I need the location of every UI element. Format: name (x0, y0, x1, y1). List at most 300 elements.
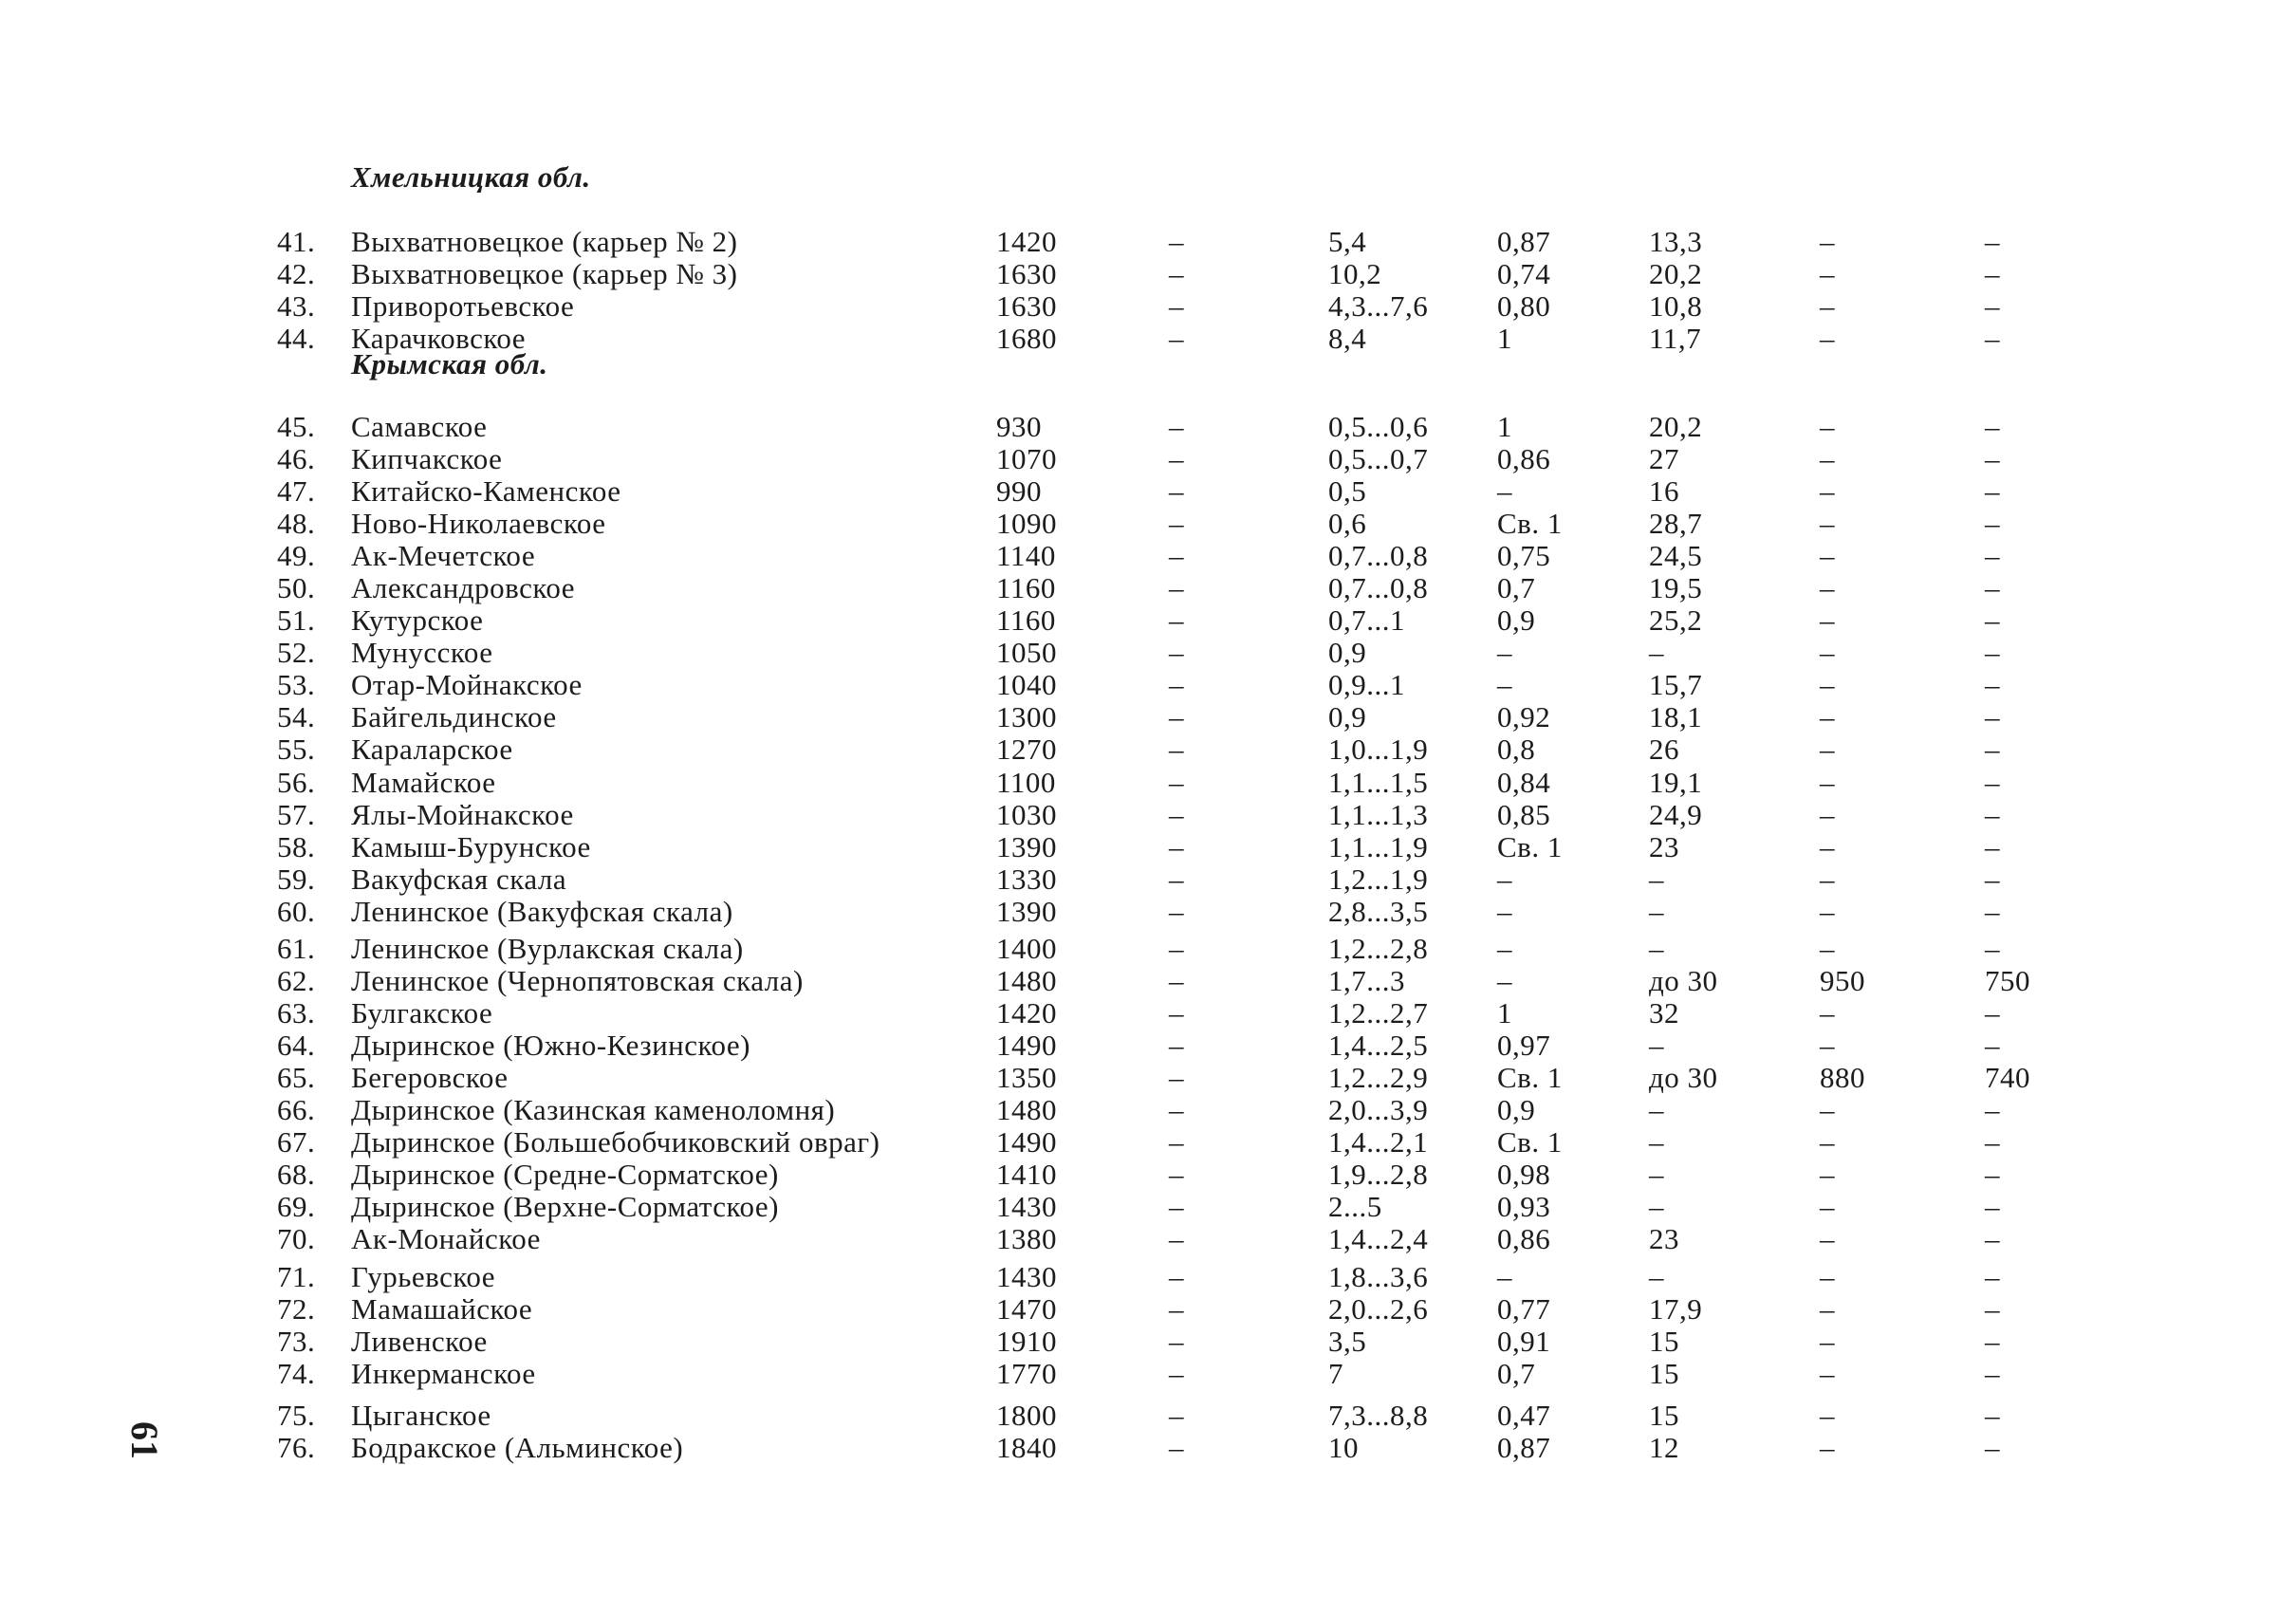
cell-c5: – (1820, 322, 1835, 355)
cell-c5: 880 (1820, 1061, 1865, 1094)
cell-num: 54. (277, 700, 316, 733)
cell-num: 75. (277, 1399, 316, 1432)
cell-c4: – (1649, 1093, 1664, 1126)
cell-c1: – (1169, 863, 1184, 896)
cell-c6: – (1985, 1190, 2000, 1223)
cell-c1: – (1169, 1431, 1184, 1464)
cell-c5: – (1820, 474, 1835, 508)
cell-name: Дыринское (Верхне-Сорматское) (351, 1190, 779, 1223)
cell-val: 1330 (996, 863, 1057, 896)
cell-c1: – (1169, 474, 1184, 508)
cell-c5: – (1820, 1431, 1835, 1464)
table-row (0, 1191, 2296, 1223)
cell-c1: – (1169, 932, 1184, 965)
cell-val: 1380 (996, 1222, 1057, 1255)
cell-c3: 0,84 (1497, 766, 1551, 799)
cell-c4: до 30 (1649, 964, 1718, 997)
cell-c3: Св. 1 (1497, 507, 1563, 540)
cell-c4: 11,7 (1649, 322, 1702, 355)
cell-c3: – (1497, 1260, 1512, 1293)
cell-num: 62. (277, 964, 316, 997)
cell-c2: 1,7...3 (1328, 964, 1405, 997)
cell-num: 44. (277, 322, 316, 355)
cell-val: 1630 (996, 289, 1057, 323)
cell-name: Выхватновецкое (карьер № 3) (351, 257, 738, 290)
cell-c3: 0,85 (1497, 798, 1551, 831)
cell-c3: 0,8 (1497, 733, 1536, 766)
table-row (0, 1358, 2296, 1390)
cell-num: 63. (277, 996, 316, 1030)
cell-num: 67. (277, 1125, 316, 1159)
cell-c1: – (1169, 1325, 1184, 1358)
cell-c3: 1 (1497, 322, 1512, 355)
cell-c6: – (1985, 1399, 2000, 1432)
cell-c1: – (1169, 668, 1184, 701)
cell-num: 47. (277, 474, 316, 508)
cell-val: 990 (996, 474, 1042, 508)
cell-c4: – (1649, 636, 1664, 669)
table-row (0, 411, 2296, 443)
cell-c5: – (1820, 1399, 1835, 1432)
cell-c4: 27 (1649, 442, 1679, 475)
cell-c6: – (1985, 1222, 2000, 1255)
page-number: 61 (123, 1421, 166, 1459)
cell-val: 1420 (996, 225, 1057, 258)
cell-c5: – (1820, 1093, 1835, 1126)
table-row (0, 831, 2296, 863)
cell-val: 1350 (996, 1061, 1057, 1094)
cell-name: Выхватновецкое (карьер № 2) (351, 225, 738, 258)
cell-c1: – (1169, 996, 1184, 1030)
cell-c6: – (1985, 1093, 2000, 1126)
cell-c5: – (1820, 1190, 1835, 1223)
cell-c3: 0,9 (1497, 1093, 1536, 1126)
cell-c5: – (1820, 830, 1835, 863)
cell-c4: 15 (1649, 1399, 1679, 1432)
cell-c5: – (1820, 571, 1835, 604)
cell-val: 1410 (996, 1158, 1057, 1191)
cell-c1: – (1169, 1357, 1184, 1390)
cell-c3: – (1497, 895, 1512, 928)
table-row (0, 637, 2296, 669)
cell-val: 1680 (996, 322, 1057, 355)
cell-num: 69. (277, 1190, 316, 1223)
cell-c5: – (1820, 895, 1835, 928)
cell-c5: – (1820, 289, 1835, 323)
cell-num: 52. (277, 636, 316, 669)
cell-c6: – (1985, 1029, 2000, 1062)
cell-c1: – (1169, 766, 1184, 799)
cell-num: 41. (277, 225, 316, 258)
cell-val: 1430 (996, 1260, 1057, 1293)
cell-name: Александровское (351, 571, 576, 604)
cell-c2: 1,2...2,8 (1328, 932, 1429, 965)
cell-c2: 1,2...2,7 (1328, 996, 1429, 1030)
cell-num: 46. (277, 442, 316, 475)
cell-name: Караларское (351, 733, 513, 766)
cell-c4: – (1649, 1029, 1664, 1062)
cell-c1: – (1169, 700, 1184, 733)
cell-name: Булгакское (351, 996, 493, 1030)
cell-c5: – (1820, 1125, 1835, 1159)
cell-name: Камыш-Бурунское (351, 830, 591, 863)
cell-c2: 10,2 (1328, 257, 1382, 290)
cell-c2: 1,1...1,3 (1328, 798, 1429, 831)
cell-c1: – (1169, 964, 1184, 997)
cell-num: 55. (277, 733, 316, 766)
cell-c2: 1,2...2,9 (1328, 1061, 1429, 1094)
cell-c5: – (1820, 668, 1835, 701)
cell-c4: 13,3 (1649, 225, 1703, 258)
cell-c2: 0,5 (1328, 474, 1367, 508)
cell-c3: 0,91 (1497, 1325, 1551, 1358)
cell-c2: 0,6 (1328, 507, 1367, 540)
cell-val: 1910 (996, 1325, 1057, 1358)
cell-name: Мамайское (351, 766, 496, 799)
table-row (0, 540, 2296, 572)
cell-c4: 19,5 (1649, 571, 1703, 604)
cell-c2: 8,4 (1328, 322, 1367, 355)
cell-name: Ленинское (Вурлакская скала) (351, 932, 744, 965)
cell-name: Карачковское (351, 322, 526, 355)
cell-name: Бодракское (Альминское) (351, 1431, 684, 1464)
table-row (0, 475, 2296, 508)
cell-c1: – (1169, 225, 1184, 258)
cell-c2: 1,0...1,9 (1328, 733, 1429, 766)
cell-c1: – (1169, 507, 1184, 540)
cell-num: 76. (277, 1431, 316, 1464)
cell-name: Отар-Мойнакское (351, 668, 583, 701)
cell-c4: 15 (1649, 1325, 1679, 1358)
cell-val: 1160 (996, 571, 1056, 604)
cell-val: 1040 (996, 668, 1057, 701)
cell-name: Вакуфская скала (351, 863, 567, 896)
cell-val: 1480 (996, 964, 1057, 997)
cell-c6: – (1985, 1125, 2000, 1159)
cell-val: 1490 (996, 1029, 1057, 1062)
cell-c5: – (1820, 798, 1835, 831)
cell-num: 65. (277, 1061, 316, 1094)
cell-c4: – (1649, 1260, 1664, 1293)
section-title: Крымская обл. (351, 347, 548, 380)
cell-name: Бегеровское (351, 1061, 509, 1094)
cell-c5: – (1820, 257, 1835, 290)
cell-c2: 5,4 (1328, 225, 1367, 258)
cell-c2: 3,5 (1328, 1325, 1367, 1358)
table-row (0, 1293, 2296, 1326)
table-row (0, 226, 2296, 258)
table-row (0, 508, 2296, 540)
cell-c5: – (1820, 766, 1835, 799)
cell-c5: – (1820, 507, 1835, 540)
cell-val: 930 (996, 410, 1042, 443)
cell-c1: – (1169, 1061, 1184, 1094)
cell-name: Инкерманское (351, 1357, 536, 1390)
table-row (0, 733, 2296, 766)
cell-val: 1430 (996, 1190, 1057, 1223)
cell-name: Дыринское (Казинская каменоломня) (351, 1093, 836, 1126)
cell-c4: 15 (1649, 1357, 1679, 1390)
table-row (0, 933, 2296, 965)
table-row (0, 1400, 2296, 1432)
cell-c6: – (1985, 474, 2000, 508)
cell-c3: 0,77 (1497, 1292, 1551, 1326)
cell-c2: 2,8...3,5 (1328, 895, 1429, 928)
cell-c4: 10,8 (1649, 289, 1703, 323)
cell-c6: – (1985, 1325, 2000, 1358)
cell-c5: – (1820, 1292, 1835, 1326)
cell-c5: – (1820, 1357, 1835, 1390)
cell-c5: – (1820, 1029, 1835, 1062)
cell-c6: – (1985, 289, 2000, 323)
cell-c1: – (1169, 1222, 1184, 1255)
cell-c6: – (1985, 571, 2000, 604)
cell-num: 68. (277, 1158, 316, 1191)
table-row (0, 572, 2296, 604)
cell-c4: 19,1 (1649, 766, 1703, 799)
table-row (0, 604, 2296, 637)
cell-name: Ак-Мечетское (351, 539, 536, 572)
table-row (0, 997, 2296, 1030)
section-title: Хмельницкая обл. (351, 160, 591, 194)
cell-c1: – (1169, 636, 1184, 669)
cell-val: 1140 (996, 539, 1056, 572)
cell-c5: – (1820, 932, 1835, 965)
cell-c5: – (1820, 603, 1835, 637)
cell-c4: 18,1 (1649, 700, 1703, 733)
cell-num: 73. (277, 1325, 316, 1358)
cell-c4: 25,2 (1649, 603, 1703, 637)
cell-c4: – (1649, 932, 1664, 965)
table-row (0, 669, 2296, 701)
cell-c6: – (1985, 507, 2000, 540)
cell-c4: 26 (1649, 733, 1679, 766)
cell-c1: – (1169, 322, 1184, 355)
cell-c4: – (1649, 863, 1664, 896)
cell-c2: 1,1...1,9 (1328, 830, 1429, 863)
cell-num: 72. (277, 1292, 316, 1326)
cell-c4: 24,5 (1649, 539, 1703, 572)
cell-c2: 1,2...1,9 (1328, 863, 1429, 896)
table-row (0, 1030, 2296, 1062)
cell-c1: – (1169, 1125, 1184, 1159)
cell-val: 1090 (996, 507, 1057, 540)
cell-c6: 750 (1985, 964, 2030, 997)
cell-c2: 10 (1328, 1431, 1359, 1464)
cell-num: 59. (277, 863, 316, 896)
cell-c5: 950 (1820, 964, 1865, 997)
cell-name: Ленинское (Вакуфская скала) (351, 895, 733, 928)
cell-name: Самавское (351, 410, 488, 443)
cell-c2: 7,3...8,8 (1328, 1399, 1429, 1432)
table-row (0, 1261, 2296, 1293)
cell-c2: 1,4...2,5 (1328, 1029, 1429, 1062)
cell-name: Цыганское (351, 1399, 491, 1432)
cell-val: 1390 (996, 830, 1057, 863)
cell-c4: – (1649, 895, 1664, 928)
cell-c2: 1,4...2,4 (1328, 1222, 1429, 1255)
cell-c6: – (1985, 798, 2000, 831)
cell-c6: – (1985, 996, 2000, 1030)
cell-c1: – (1169, 1399, 1184, 1432)
cell-c3: 0,92 (1497, 700, 1551, 733)
cell-num: 58. (277, 830, 316, 863)
cell-c3: – (1497, 863, 1512, 896)
cell-name: Ново-Николаевское (351, 507, 606, 540)
cell-c4: 24,9 (1649, 798, 1703, 831)
cell-c1: – (1169, 1158, 1184, 1191)
cell-c3: Св. 1 (1497, 830, 1563, 863)
cell-val: 1070 (996, 442, 1057, 475)
cell-num: 45. (277, 410, 316, 443)
cell-c6: – (1985, 830, 2000, 863)
cell-c6: – (1985, 322, 2000, 355)
cell-c6: – (1985, 700, 2000, 733)
cell-c5: – (1820, 442, 1835, 475)
cell-c5: – (1820, 636, 1835, 669)
cell-name: Кутурское (351, 603, 484, 637)
cell-c4: – (1649, 1190, 1664, 1223)
cell-c1: – (1169, 1260, 1184, 1293)
cell-c2: 0,5...0,6 (1328, 410, 1429, 443)
cell-c5: – (1820, 1325, 1835, 1358)
table-row (0, 1094, 2296, 1126)
cell-name: Ялы-Мойнакское (351, 798, 574, 831)
cell-c3: 0,97 (1497, 1029, 1551, 1062)
cell-c6: – (1985, 442, 2000, 475)
table-row (0, 323, 2296, 355)
cell-c4: 16 (1649, 474, 1679, 508)
cell-c5: – (1820, 539, 1835, 572)
cell-c4: – (1649, 1158, 1664, 1191)
cell-num: 61. (277, 932, 316, 965)
cell-val: 1270 (996, 733, 1057, 766)
cell-c4: 15,7 (1649, 668, 1703, 701)
cell-num: 74. (277, 1357, 316, 1390)
cell-val: 1800 (996, 1399, 1057, 1432)
cell-c3: 1 (1497, 410, 1512, 443)
cell-num: 70. (277, 1222, 316, 1255)
cell-c5: – (1820, 733, 1835, 766)
table-row (0, 863, 2296, 896)
cell-c3: 0,47 (1497, 1399, 1551, 1432)
cell-val: 1420 (996, 996, 1057, 1030)
cell-c6: – (1985, 1357, 2000, 1390)
cell-name: Ливенское (351, 1325, 488, 1358)
cell-val: 1470 (996, 1292, 1057, 1326)
cell-val: 1840 (996, 1431, 1057, 1464)
cell-c6: – (1985, 636, 2000, 669)
table-row (0, 290, 2296, 323)
cell-c5: – (1820, 1222, 1835, 1255)
cell-c6: – (1985, 225, 2000, 258)
cell-c6: – (1985, 603, 2000, 637)
cell-val: 1490 (996, 1125, 1057, 1159)
cell-num: 64. (277, 1029, 316, 1062)
cell-c2: 7 (1328, 1357, 1343, 1390)
cell-c3: 0,93 (1497, 1190, 1551, 1223)
cell-name: Ак-Монайское (351, 1222, 541, 1255)
cell-val: 1390 (996, 895, 1057, 928)
cell-c3: 0,74 (1497, 257, 1551, 290)
cell-c4: 23 (1649, 1222, 1679, 1255)
cell-c1: – (1169, 1292, 1184, 1326)
cell-val: 1030 (996, 798, 1057, 831)
cell-name: Дыринское (Большебобчиковский овраг) (351, 1125, 880, 1159)
cell-num: 57. (277, 798, 316, 831)
cell-name: Кипчакское (351, 442, 503, 475)
cell-c2: 0,7...1 (1328, 603, 1405, 637)
cell-c6: – (1985, 1158, 2000, 1191)
cell-c3: 0,7 (1497, 1357, 1536, 1390)
cell-val: 1100 (996, 766, 1056, 799)
cell-c4: – (1649, 1125, 1664, 1159)
cell-c3: 1 (1497, 996, 1512, 1030)
cell-c3: Св. 1 (1497, 1061, 1563, 1094)
table-row (0, 1062, 2296, 1094)
cell-c6: – (1985, 1260, 2000, 1293)
cell-c3: – (1497, 932, 1512, 965)
cell-c1: – (1169, 257, 1184, 290)
table-row (0, 258, 2296, 290)
table-row (0, 965, 2296, 997)
cell-c1: – (1169, 442, 1184, 475)
cell-c2: 2...5 (1328, 1190, 1382, 1223)
table-row (0, 1432, 2296, 1464)
cell-c1: – (1169, 1029, 1184, 1062)
cell-c6: – (1985, 257, 2000, 290)
cell-num: 60. (277, 895, 316, 928)
cell-c5: – (1820, 225, 1835, 258)
cell-c6: – (1985, 766, 2000, 799)
cell-c4: 20,2 (1649, 410, 1703, 443)
cell-num: 48. (277, 507, 316, 540)
cell-num: 56. (277, 766, 316, 799)
cell-name: Мунусское (351, 636, 493, 669)
cell-c5: – (1820, 863, 1835, 896)
cell-c2: 0,7...0,8 (1328, 539, 1429, 572)
cell-c5: – (1820, 700, 1835, 733)
cell-c1: – (1169, 895, 1184, 928)
cell-c3: 0,80 (1497, 289, 1551, 323)
cell-c3: 0,86 (1497, 1222, 1551, 1255)
table-row (0, 767, 2296, 799)
cell-c1: – (1169, 289, 1184, 323)
cell-c2: 1,1...1,5 (1328, 766, 1429, 799)
cell-c5: – (1820, 1158, 1835, 1191)
cell-val: 1630 (996, 257, 1057, 290)
cell-c2: 0,9 (1328, 636, 1367, 669)
table-row (0, 1326, 2296, 1358)
cell-c6: – (1985, 539, 2000, 572)
cell-val: 1400 (996, 932, 1057, 965)
cell-num: 51. (277, 603, 316, 637)
cell-c2: 1,8...3,6 (1328, 1260, 1429, 1293)
cell-name: Гурьевское (351, 1260, 495, 1293)
cell-c2: 1,4...2,1 (1328, 1125, 1429, 1159)
cell-c2: 0,7...0,8 (1328, 571, 1429, 604)
cell-c1: – (1169, 830, 1184, 863)
cell-name: Мамашайское (351, 1292, 533, 1326)
cell-c4: 28,7 (1649, 507, 1703, 540)
cell-name: Ленинское (Чернопятовская скала) (351, 964, 804, 997)
cell-c3: 0,9 (1497, 603, 1536, 637)
cell-val: 1300 (996, 700, 1057, 733)
cell-name: Дыринское (Южно-Кезинское) (351, 1029, 750, 1062)
cell-c3: – (1497, 636, 1512, 669)
cell-name: Байгельдинское (351, 700, 557, 733)
cell-name: Приворотьевское (351, 289, 575, 323)
